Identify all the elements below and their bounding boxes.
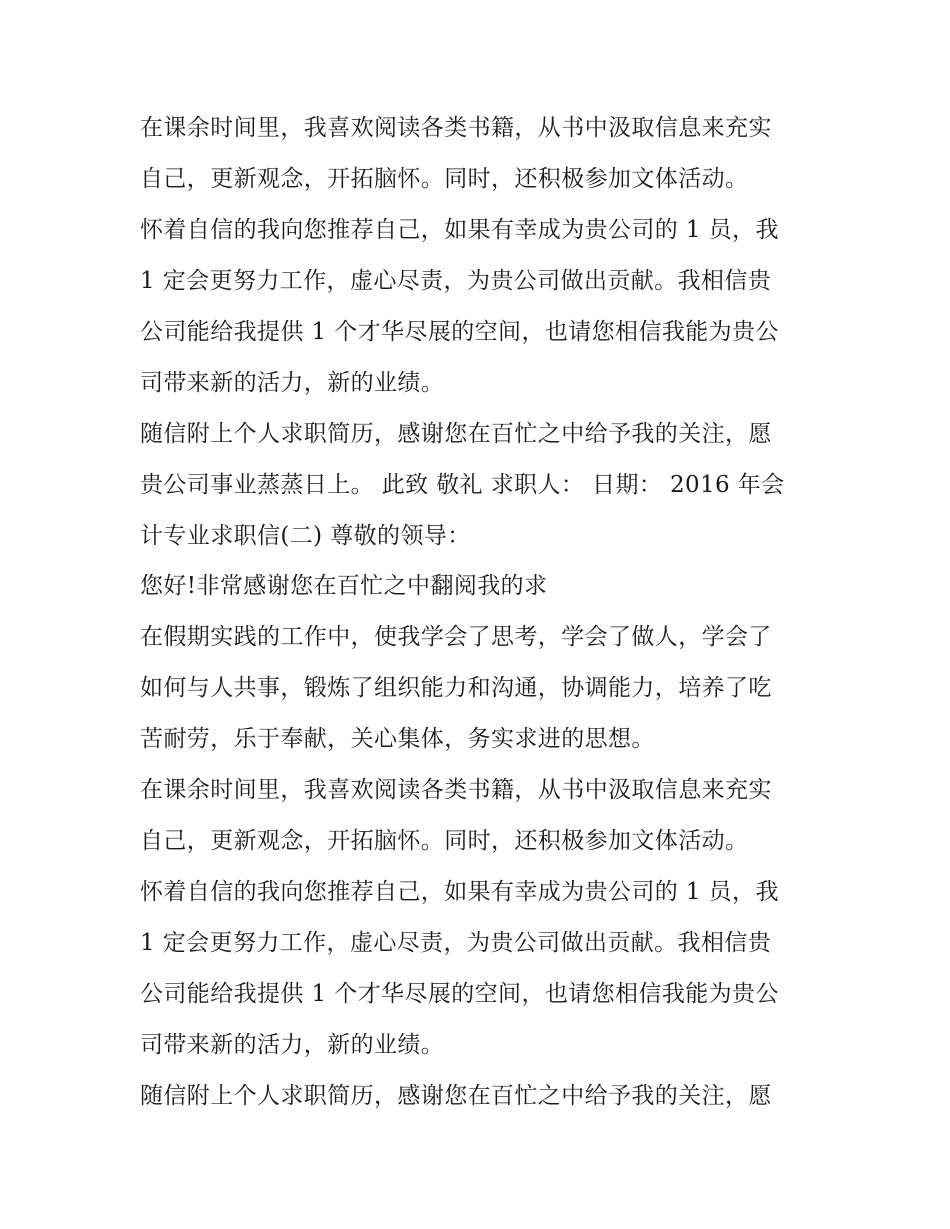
text-line: 如何与人共事，锻炼了组织能力和沟通，协调能力，培养了吃 (140, 675, 772, 701)
text-line: 苦耐劳，乐于奉献，关心集体，务实求进的思想。 (140, 726, 655, 752)
text-line: 在课余时间里，我喜欢阅读各类书籍，从书中汲取信息来充实 (140, 115, 772, 141)
text-line: 司带来新的活力，新的业绩。 (140, 370, 445, 396)
text-line: 1 定会更努力工作，虚心尽责，为贵公司做出贡献。我相信贵 (140, 930, 772, 956)
text-line: 怀着自信的我向您推荐自己，如果有幸成为贵公司的 1 员，我 (140, 879, 779, 905)
text-line: 自己，更新观念，开拓脑怀。同时，还积极参加文体活动。 (140, 166, 749, 192)
text-line: 公司能给我提供 1 个才华尽展的空间，也请您相信我能为贵公 (140, 981, 779, 1007)
text-line: 随信附上个人求职简历，感谢您在百忙之中给予我的关注，愿 (140, 1083, 772, 1109)
text-line: 计专业求职信(二) 尊敬的领导： (140, 523, 471, 549)
text-line: 1 定会更努力工作，虚心尽责，为贵公司做出贡献。我相信贵 (140, 268, 772, 294)
text-line: 贵公司事业蒸蒸日上。 此致 敬礼 求职人： 日期： 2016 年会 (140, 472, 785, 498)
text-line: 怀着自信的我向您推荐自己，如果有幸成为贵公司的 1 员，我 (140, 217, 779, 243)
text-line: 自己，更新观念，开拓脑怀。同时，还积极参加文体活动。 (140, 828, 749, 854)
text-line: 随信附上个人求职简历，感谢您在百忙之中给予我的关注，愿 (140, 421, 772, 447)
text-line: 您好!非常感谢您在百忙之中翻阅我的求 (140, 573, 548, 599)
text-line: 在假期实践的工作中，使我学会了思考，学会了做人，学会了 (140, 624, 772, 650)
text-line: 公司能给我提供 1 个才华尽展的空间，也请您相信我能为贵公 (140, 319, 779, 345)
text-line: 司带来新的活力，新的业绩。 (140, 1032, 445, 1058)
text-line: 在课余时间里，我喜欢阅读各类书籍，从书中汲取信息来充实 (140, 777, 772, 803)
